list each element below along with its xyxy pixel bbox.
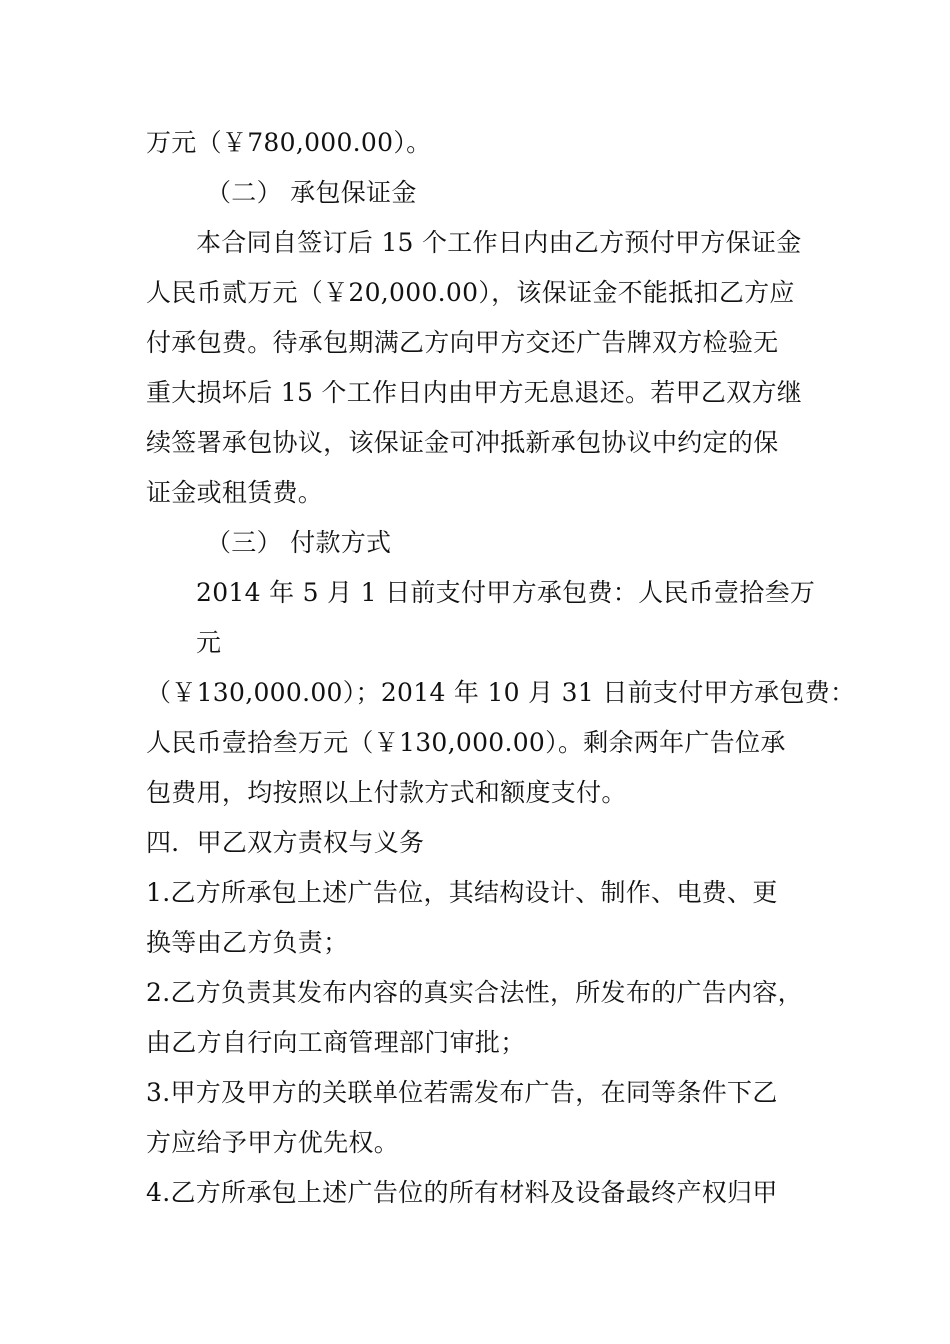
- text-line: 2014 年 5 月 1 日前支付甲方承包费：人民币壹拾叁万: [196, 578, 816, 607]
- section-heading: 四．甲乙双方责权与义务: [146, 828, 425, 857]
- text-line: 由乙方自行向工商管理部门审批；: [146, 1028, 526, 1057]
- text-line: 本合同自签订后 15 个工作日内由乙方预付甲方保证金: [196, 228, 802, 257]
- text-line: 换等由乙方负责；: [146, 928, 349, 957]
- list-item: 2.乙方负责其发布内容的真实合法性，所发布的广告内容，: [146, 978, 803, 1007]
- text-line: 续签署承包协议，该保证金可冲抵新承包协议中约定的保: [146, 428, 779, 457]
- text-line: 包费用，均按照以上付款方式和额度支付。: [146, 778, 627, 807]
- text-line: 元: [196, 628, 222, 657]
- section-heading: （二） 承包保证金: [206, 178, 417, 207]
- section-heading: （三） 付款方式: [206, 528, 392, 557]
- text-line: 重大损坏后 15 个工作日内由甲方无息退还。若甲乙双方继: [146, 378, 803, 407]
- text-line: 证金或租赁费。: [146, 478, 324, 507]
- list-item: 1.乙方所承包上述广告位，其结构设计、制作、电费、更: [146, 878, 778, 907]
- text-line: （￥130,000.00）；2014 年 10 月 31 日前支付甲方承包费：: [146, 678, 856, 707]
- text-line: 人民币贰万元（￥20,000.00），该保证金不能抵扣乙方应: [146, 278, 795, 307]
- text-line: 付承包费。待承包期满乙方向甲方交还广告牌双方检验无: [146, 328, 779, 357]
- list-item: 3.甲方及甲方的关联单位若需发布广告，在同等条件下乙: [146, 1078, 778, 1107]
- text-line: 人民币壹拾叁万元（￥130,000.00）。剩余两年广告位承: [146, 728, 786, 757]
- list-item: 4.乙方所承包上述广告位的所有材料及设备最终产权归甲: [146, 1178, 778, 1207]
- text-line: 万元（￥780,000.00）。: [146, 128, 432, 157]
- text-line: 方应给予甲方优先权。: [146, 1128, 400, 1157]
